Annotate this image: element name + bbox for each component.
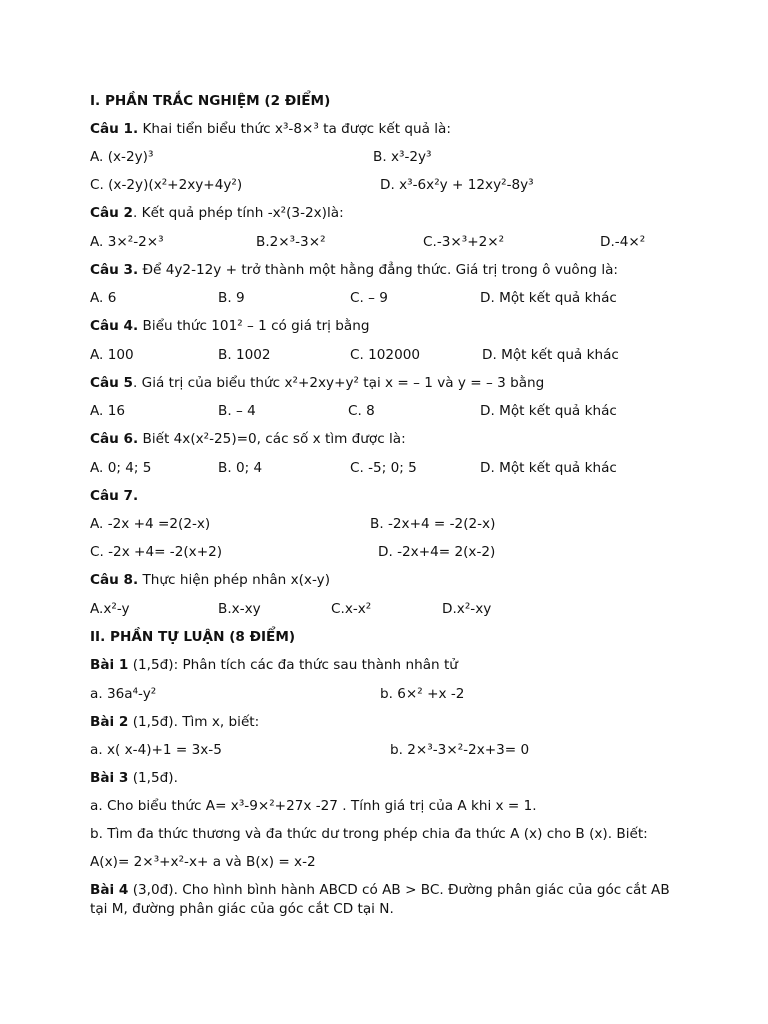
q3-option-c: C. – 9 (350, 290, 388, 306)
q8-option-d: D.x²-xy (442, 601, 492, 617)
q2-option-c: C.-3×³+2×² (423, 234, 505, 250)
part1-heading: I. PHẦN TRẮC NGHIỆM (2 ĐIỂM) (90, 93, 331, 109)
q8-option-c: C.x-x² (331, 601, 372, 617)
bai1-part-b: b. 6×² +x -2 (380, 686, 465, 702)
bai3-part-a: a. Cho biểu thức A= x³-9×²+27x -27 . Tính giá trị của A khi x = 1. (90, 798, 537, 814)
q1-option-a: A. (x-2y)³ (90, 149, 154, 165)
q6-option-c: C. -5; 0; 5 (350, 460, 417, 476)
q6-option-d: D. Một kết quả khác (480, 460, 617, 476)
bai2-part-a: a. x( x-4)+1 = 3x-5 (90, 742, 222, 758)
q5-stem: Câu 5. Giá trị của biểu thức x²+2xy+y² tại x = – 1 và y = – 3 bằng (90, 375, 545, 391)
bai1-stem: Bài 1 (1,5đ): Phân tích các đa thức sau thành nhân tử (90, 657, 458, 673)
bai3-stem: Bài 3 (1,5đ). (90, 770, 178, 786)
q8-stem: Câu 8. Thực hiện phép nhân x(x-y) (90, 572, 330, 588)
q4-option-d: D. Một kết quả khác (482, 347, 619, 363)
bai2-stem: Bài 2 (1,5đ). Tìm x, biết: (90, 714, 260, 730)
q6-option-a: A. 0; 4; 5 (90, 460, 152, 476)
q8-option-a: A.x²-y (90, 601, 130, 617)
q1-stem: Câu 1. Khai tiển biểu thức x³-8×³ ta được kết quả là: (90, 121, 451, 137)
q4-option-a: A. 100 (90, 347, 134, 363)
q3-stem: Câu 3. Để 4y2-12y + trở thành một hằng đẳng thức. Giá trị trong ô vuông là: (90, 262, 619, 278)
q6-option-b: B. 0; 4 (218, 460, 263, 476)
q6-stem: Câu 6. Biết 4x(x²-25)=0, các số x tìm được là: (90, 431, 406, 447)
q2-option-a: A. 3×²-2×³ (90, 234, 164, 250)
q5-option-b: B. – 4 (218, 403, 256, 419)
bai1-part-a: a. 36a⁴-y² (90, 686, 157, 702)
q3-option-a: A. 6 (90, 290, 117, 306)
q4-option-b: B. 1002 (218, 347, 271, 363)
bai4-stem: Bài 4 (3,0đ). Cho hình bình hành ABCD có AB > BC. Đường phân giác của góc cắt AB tại M, đường phân giác của góc cắt CD tại N. (90, 882, 670, 917)
q2-option-d: D.-4×² (600, 234, 646, 250)
q4-stem: Câu 4. Biểu thức 101² – 1 có giá trị bằng (90, 318, 370, 334)
q5-option-c: C. 8 (348, 403, 375, 419)
q5-option-d: D. Một kết quả khác (480, 403, 617, 419)
q8-option-b: B.x-xy (218, 601, 261, 617)
q5-option-a: A. 16 (90, 403, 125, 419)
q7-option-a: A. -2x +4 =2(2-x) (90, 516, 211, 532)
q3-option-d: D. Một kết quả khác (480, 290, 617, 306)
q4-option-c: C. 102000 (350, 347, 421, 363)
q7-option-b: B. -2x+4 = -2(2-x) (370, 516, 496, 532)
q2-stem: Câu 2. Kết quả phép tính -x²(3-2x)là: (90, 205, 344, 221)
bai3-part-b: b. Tìm đa thức thương và đa thức dư trong phép chia đa thức A (x) cho B (x). Biết: (90, 826, 648, 842)
q2-option-b: B.2×³-3×² (256, 234, 326, 250)
q1-option-c: C. (x-2y)(x²+2xy+4y²) (90, 177, 243, 193)
q7-option-d: D. -2x+4= 2(x-2) (378, 544, 496, 560)
q3-option-b: B. 9 (218, 290, 245, 306)
bai3-part-c: A(x)= 2×³+x²-x+ a và B(x) = x-2 (90, 854, 316, 870)
q1-option-b: B. x³-2y³ (373, 149, 432, 165)
q7-option-c: C. -2x +4= -2(x+2) (90, 544, 223, 560)
bai2-part-b: b. 2×³-3×²-2x+3= 0 (390, 742, 530, 758)
q7-stem: Câu 7. (90, 488, 139, 504)
q1-option-d: D. x³-6x²y + 12xy²-8y³ (380, 177, 534, 193)
part2-heading: II. PHẦN TỰ LUẬN (8 ĐIỂM) (90, 629, 296, 645)
